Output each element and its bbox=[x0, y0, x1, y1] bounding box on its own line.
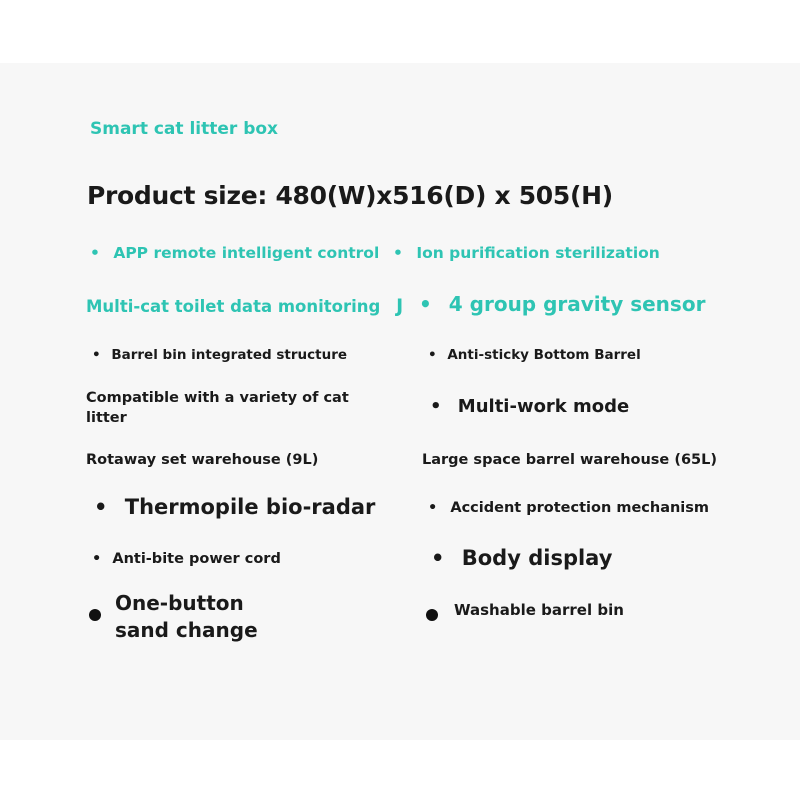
feature-gravity-sensor bbox=[419, 292, 705, 316]
feature-rotaway-warehouse: Rotaway set warehouse (9L) bbox=[86, 452, 319, 468]
bullet-dot-icon bbox=[426, 609, 438, 621]
bullet-icon: • bbox=[431, 546, 445, 570]
feature-one-button-sand-change bbox=[115, 590, 258, 644]
feature-label-line-1: One-button bbox=[115, 591, 244, 615]
feature-body-display bbox=[431, 546, 612, 570]
feature-multi-work-mode bbox=[430, 396, 629, 417]
feature-app-control bbox=[90, 244, 379, 262]
feature-ion-purification bbox=[393, 244, 660, 262]
feature-label: Anti-bite power cord bbox=[112, 551, 281, 567]
feature-label: Multi-cat toilet data monitoring bbox=[86, 297, 381, 316]
feature-multicat-monitoring bbox=[86, 295, 403, 317]
bullet-dot-icon bbox=[89, 609, 101, 621]
product-size: Product size: 480(W)x516(D) x 505(H) bbox=[87, 181, 613, 210]
feature-label: Accident protection mechanism bbox=[450, 500, 710, 516]
feature-anti-bite-cord bbox=[92, 551, 281, 567]
bullet-icon: • bbox=[428, 500, 438, 516]
feature-suffix: J bbox=[396, 295, 404, 317]
product-title: Smart cat litter box bbox=[90, 119, 279, 139]
feature-thermopile-bio-radar bbox=[94, 495, 375, 519]
feature-large-space-warehouse: Large space barrel warehouse (65L) bbox=[422, 452, 717, 468]
feature-label-line-2: sand change bbox=[115, 618, 258, 642]
bullet-icon: • bbox=[92, 551, 102, 567]
feature-barrel-bin bbox=[92, 347, 347, 363]
bullet-icon: • bbox=[393, 244, 403, 262]
feature-label: Anti-sticky Bottom Barrel bbox=[447, 347, 641, 363]
feature-label: Ion purification sterilization bbox=[416, 244, 660, 262]
feature-label: APP remote intelligent control bbox=[113, 244, 380, 262]
feature-label: Body display bbox=[461, 546, 613, 570]
feature-label: Multi-work mode bbox=[457, 396, 630, 417]
feature-washable-barrel-bin: Washable barrel bin bbox=[454, 601, 624, 619]
bullet-icon: • bbox=[430, 396, 442, 417]
feature-label: Thermopile bio-radar bbox=[124, 495, 376, 519]
feature-compatible-litter bbox=[86, 388, 349, 428]
feature-label: Barrel bin integrated structure bbox=[111, 347, 348, 363]
feature-accident-protection bbox=[428, 500, 709, 516]
feature-anti-sticky bbox=[428, 347, 641, 363]
feature-label-line-1: Compatible with a variety of cat bbox=[86, 390, 349, 406]
bullet-icon: • bbox=[94, 495, 108, 519]
bullet-icon: • bbox=[90, 244, 100, 262]
bullet-icon: • bbox=[419, 292, 432, 316]
feature-label-line-2: litter bbox=[86, 410, 127, 426]
feature-label: 4 group gravity sensor bbox=[448, 292, 706, 316]
bullet-icon: • bbox=[428, 347, 437, 363]
bullet-icon: • bbox=[92, 347, 101, 363]
